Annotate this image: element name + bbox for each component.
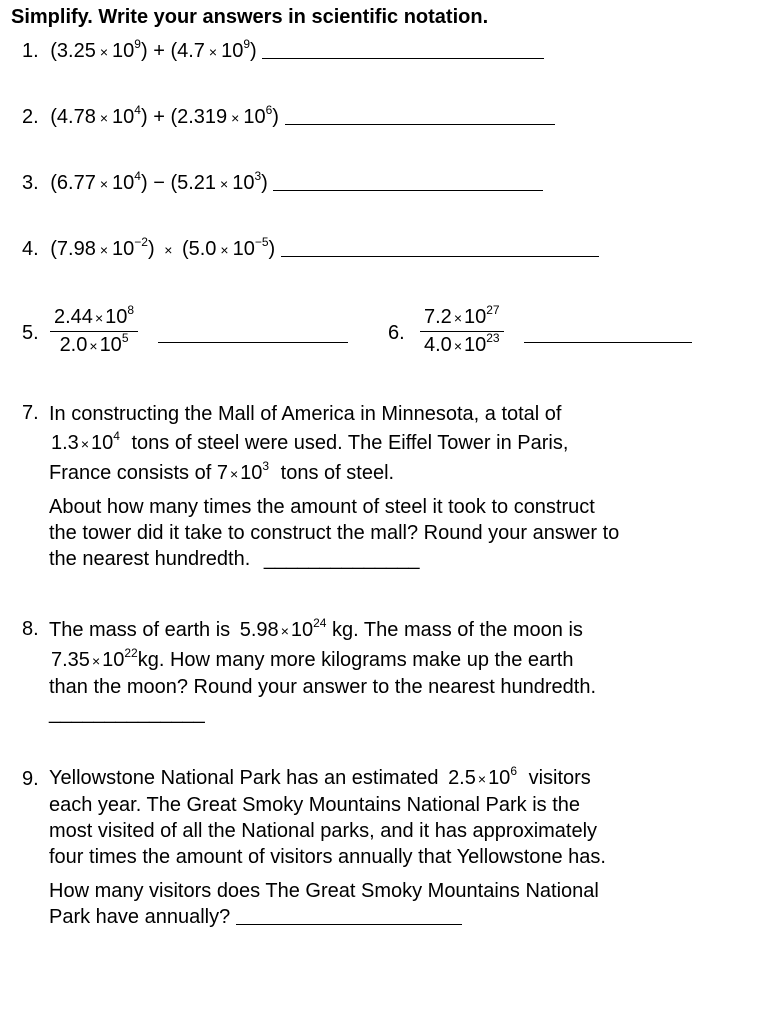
term-b-mantissa: (5.0 [181,238,217,260]
mantissa: 7 [216,462,228,484]
question-9-line: each year. The Great Smoky Mountains National Park is the [49,794,581,816]
exponent: 4 [113,429,120,443]
line-text: visitors [528,767,591,789]
times-sign: × [453,338,462,354]
base: 10 [464,334,487,356]
exponent: 23 [486,331,500,345]
base: 10 [464,306,487,328]
answer-blank[interactable]: ______________ [49,702,205,724]
times-sign: × [229,466,239,482]
line-text: kg. How many more kilograms make up the earth [137,649,574,671]
base: 10 [91,432,114,454]
problem-number: 2. [22,106,39,128]
base: 10 [290,619,314,641]
line-text: France consists of [49,462,212,484]
problem-5-fraction [50,303,138,357]
mantissa: 5.98 [239,619,279,641]
close-paren: ) [261,172,268,194]
answer-blank[interactable] [273,190,543,191]
exponent: 9 [243,37,251,51]
minus-sign: − [153,172,165,194]
denominator [420,332,504,357]
close-paren: ) [268,238,276,260]
exponent: 22 [124,646,138,660]
problem-6-answer-blank[interactable] [524,342,692,343]
mantissa: 7.35 [51,649,90,671]
base: 10 [240,462,263,484]
question-8-number: 8. [22,618,39,640]
line-text: Park have annually? [49,906,231,928]
numerator [50,303,138,331]
question-8-line: than the moon? Round your answer to the nearest hundredth. [49,676,597,698]
question-8-line [49,616,583,646]
base: 10 [102,649,125,671]
problem-5-number: 5. [22,322,39,344]
base: 10 [105,306,128,328]
close-paren: ) [147,238,155,260]
question-9-line: most visited of all the National parks, and it has approximately [49,820,598,842]
close-paren: ) [272,106,279,128]
term-b-mantissa: (2.319 [170,106,228,128]
plus-sign: + [153,40,165,62]
times-sign: × [91,653,101,669]
exponent: 8 [127,303,135,317]
term-a-mantissa: (4.78 [50,106,96,128]
times-sign: × [453,310,462,326]
mantissa: 1.3 [51,432,79,454]
mantissa: 2.5 [448,767,476,789]
question-7-line: the tower did it take to construct the mall? Round your answer to [49,522,620,544]
question-9-number: 9. [22,768,39,790]
base: 10 [221,40,244,62]
times-sign: × [94,310,104,326]
times-sign: × [99,44,109,60]
term-b-mantissa: (4.7 [170,40,205,62]
line-text: Yellowstone National Park has an estimated [49,767,439,789]
base: 10 [243,106,266,128]
numerator-mantissa: 2.44 [54,306,93,328]
times-sign: × [231,110,240,126]
exponent: 5 [121,331,129,345]
problem-2 [22,103,555,129]
times-sign: × [80,436,89,452]
answer-blank[interactable]: ______________ [263,548,420,570]
line-text: kg. The mass of the moon is [332,619,583,641]
question-7-line: About how many times the amount of steel it took to construct [49,496,595,518]
exponent: 3 [262,459,270,473]
exponent: 27 [486,303,500,317]
exponent: 4 [134,169,141,183]
question-7-line [51,429,568,459]
close-paren: ) [250,40,257,62]
question-8-line [51,646,583,676]
exponent: 6 [510,764,517,778]
worksheet-instructions: Simplify. Write your answers in scientific notation. [11,6,489,28]
line-text: tons of steel. [280,462,395,484]
numerator [420,303,504,331]
times-sign: × [477,771,487,787]
answer-blank[interactable] [262,58,544,59]
problem-6-number: 6. [388,322,405,344]
question-7-line: In constructing the Mall of America in Minnesota, a total of [49,403,562,425]
times-sign: × [220,242,229,258]
exponent: −5 [254,235,269,249]
term-a-mantissa: (6.77 [50,172,96,194]
problem-number: 4. [22,238,39,260]
base: 10 [99,334,122,356]
close-paren: ) [140,40,148,62]
question-9-line [49,904,599,930]
question-7-body [49,400,568,489]
answer-blank[interactable] [285,124,555,125]
close-paren: ) [140,172,148,194]
base: 10 [232,238,255,260]
question-8-prompt [49,674,596,726]
times-sign: × [89,338,98,354]
problem-number: 1. [22,40,39,62]
question-9-line: How many visitors does The Great Smoky Mountains National [49,880,599,902]
base: 10 [112,238,135,260]
question-8-body [49,616,583,676]
exponent: −2 [134,235,148,249]
times-sign: × [164,242,173,258]
numerator-mantissa: 7.2 [424,306,452,328]
base: 10 [112,40,135,62]
times-sign: × [220,176,229,192]
line-text: The mass of earth is [49,619,231,641]
problem-6-fraction [420,303,504,357]
question-7-number: 7. [22,402,39,424]
question-9-body [49,765,606,870]
exponent: 4 [134,103,141,117]
line-text: tons of steel were used. The Eiffel Tower in Paris, [131,432,569,454]
answer-blank[interactable] [281,256,599,257]
problem-4 [22,235,599,261]
denominator-mantissa: 2.0 [59,334,88,356]
question-9-line [49,765,606,792]
base: 10 [112,106,135,128]
question-9-prompt [49,878,599,930]
answer-blank[interactable] [236,924,462,925]
base: 10 [488,767,511,789]
question-7-prompt [49,494,619,572]
line-text: the nearest hundredth. [49,548,251,570]
base: 10 [232,172,255,194]
close-paren: ) [140,106,148,128]
times-sign: × [99,176,109,192]
exponent: 24 [313,616,327,630]
exponent: 3 [254,169,262,183]
denominator-mantissa: 4.0 [424,334,452,356]
exponent: 9 [134,37,141,51]
times-sign: × [208,44,218,60]
term-b-mantissa: (5.21 [170,172,217,194]
base: 10 [112,172,135,194]
times-sign: × [280,623,289,639]
question-9-line: four times the amount of visitors annually that Yellowstone has. [49,846,606,868]
question-7-line [49,459,568,489]
question-7-line [49,546,619,572]
problem-3 [22,169,543,195]
denominator [50,332,138,357]
times-sign: × [99,242,109,258]
problem-1 [22,37,544,63]
times-sign: × [99,110,109,126]
problem-5-answer-blank[interactable] [158,342,348,343]
term-a-mantissa: (3.25 [50,40,96,62]
exponent: 6 [265,103,273,117]
term-a-mantissa: (7.98 [50,238,96,260]
problem-number: 3. [22,172,39,194]
plus-sign: + [153,106,165,128]
